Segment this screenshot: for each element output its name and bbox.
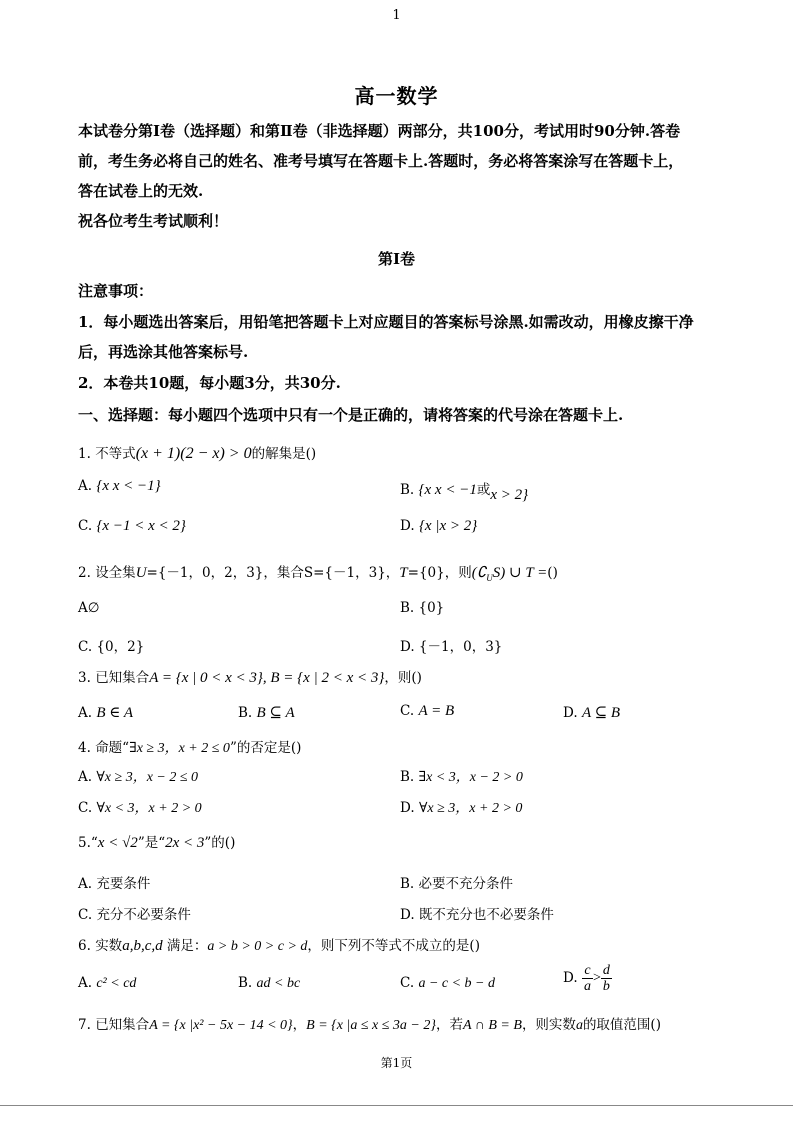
question-text: ={－1，0，2，3}，集合S={－1，3}， bbox=[146, 565, 400, 581]
math-expression: (x + 1)(2 − x) > 0 bbox=[135, 445, 252, 462]
math-set-b: B = {x |a ≤ x ≤ 3a − 2} bbox=[306, 1018, 436, 1033]
question-7 bbox=[78, 1013, 661, 1034]
exam-instructions bbox=[78, 116, 728, 236]
question-text: ={0}，则 bbox=[407, 565, 472, 581]
option-math: {x −1 < x < 2} bbox=[96, 518, 186, 534]
q1-option-d: D. {x |x > 2} bbox=[400, 518, 478, 534]
instruction-line: 前，考生务必将自己的姓名、准考号填写在答题卡上.答题时，务必将答案涂写在答题卡上， bbox=[78, 152, 684, 170]
question-text: 的解集是() bbox=[251, 446, 317, 462]
question-6 bbox=[78, 934, 480, 955]
question-text: () bbox=[547, 565, 558, 581]
option-math: A ⊆ B bbox=[581, 705, 621, 721]
option-math: {x x < −1} bbox=[96, 478, 161, 494]
question-number: 5. bbox=[78, 835, 91, 851]
question-text: ，则() bbox=[384, 670, 422, 686]
math-expression: x < √2 bbox=[97, 835, 138, 851]
q4-option-d: D. ∀x ≥ 3，x + 2 > 0 bbox=[400, 800, 523, 816]
question-text: ”的否定是() bbox=[229, 740, 302, 756]
option-math: ad < bc bbox=[256, 976, 301, 991]
denominator: a bbox=[583, 979, 591, 994]
q3-option-a: A. B ∈ A bbox=[78, 705, 134, 721]
question-text: ，则实数 bbox=[521, 1017, 576, 1033]
notice-item-1: 1．每小题选出答案后，用铅笔把答题卡上对应题目的答案标号涂黑.如需改动，用橡皮擦干净 bbox=[78, 313, 694, 331]
question-text: 已知集合 bbox=[95, 1017, 150, 1033]
option-math: B ⊆ A bbox=[256, 705, 295, 721]
math-condition: A ∩ B = B bbox=[462, 1018, 522, 1033]
q5-option-a: A. 充要条件 bbox=[78, 876, 151, 892]
q4-option-b: B. ∃x < 3，x − 2 > 0 bbox=[400, 769, 523, 785]
volume-label: 第Ⅰ卷 bbox=[377, 250, 416, 268]
instruction-line: 答在试卷上的无效. bbox=[78, 182, 204, 200]
question-text: 已知集合 bbox=[95, 670, 150, 686]
denominator: b bbox=[602, 979, 610, 994]
question-text: 满足： bbox=[166, 938, 208, 954]
question-number: 1. bbox=[78, 446, 91, 462]
page-number-top: 1 bbox=[392, 8, 401, 23]
question-number: 7. bbox=[78, 1017, 91, 1033]
question-number: 4. bbox=[78, 740, 91, 756]
section-heading: 一、选择题：每小题四个选项中只有一个是正确的，请将答案的代号涂在答题卡上. bbox=[78, 406, 624, 424]
subscript: U bbox=[486, 573, 493, 583]
option-text: 充分不必要条件 bbox=[96, 907, 191, 923]
option-math: B ∈ A bbox=[96, 705, 134, 721]
option-math: A = B bbox=[418, 703, 455, 719]
greater-than-symbol: > bbox=[592, 970, 601, 986]
question-1 bbox=[78, 442, 316, 463]
option-text: 既不充分也不必要条件 bbox=[418, 907, 554, 923]
question-number: 2. bbox=[78, 565, 91, 581]
option-text: 充要条件 bbox=[96, 876, 151, 892]
q3-option-c: C. A = B bbox=[400, 703, 455, 719]
option-math: ∃x < 3，x − 2 > 0 bbox=[418, 770, 523, 785]
union-expression: S) ∪ T = bbox=[492, 565, 548, 581]
question-text: ，则下列不等式不成立的是() bbox=[307, 938, 480, 954]
q6-option-b: B. ad < bc bbox=[238, 975, 301, 991]
question-3 bbox=[78, 666, 422, 687]
math-condition: a > b > 0 > c > d bbox=[207, 939, 308, 954]
option-text: 或 bbox=[476, 482, 491, 498]
math-expression: ∃x ≥ 3，x + 2 ≤ 0 bbox=[129, 741, 230, 756]
question-text: 设全集 bbox=[95, 565, 136, 581]
math-set-a: A = {x |x² − 5x − 14 < 0} bbox=[149, 1018, 293, 1033]
math-vars: a,b,c,d bbox=[122, 938, 163, 954]
q3-option-b: B. B ⊆ A bbox=[238, 705, 295, 721]
page-bottom-rule bbox=[0, 1105, 793, 1106]
instruction-line: 本试卷分第Ⅰ卷（选择题）和第Ⅱ卷（非选择题）两部分，共100分，考试用时90分钟.答卷 bbox=[78, 122, 681, 140]
numerator: d bbox=[602, 963, 610, 978]
q2-option-b: B. {0} bbox=[400, 600, 445, 616]
q4-option-a: A. ∀x ≥ 3，x − 2 ≤ 0 bbox=[78, 769, 199, 785]
exam-title: 高一数学 bbox=[354, 84, 439, 108]
page-footer: 第1页 bbox=[380, 1056, 413, 1070]
q5-option-b: B. 必要不充分条件 bbox=[400, 876, 514, 892]
fraction-d-over-b bbox=[601, 963, 612, 994]
good-luck-line: 祝各位考生考试顺利！ bbox=[78, 212, 229, 230]
fraction-c-over-a bbox=[582, 963, 593, 994]
q2-option-c: C. {0，2} bbox=[78, 639, 145, 655]
option-math: a − c < b − d bbox=[418, 976, 495, 991]
notice-item-2: 2．本卷共10题，每小题3分，共30分. bbox=[78, 374, 341, 392]
q1-option-c: C. {x −1 < x < 2} bbox=[78, 518, 186, 534]
question-text: 实数 bbox=[95, 938, 123, 954]
math-var: a bbox=[575, 1018, 583, 1033]
complement-symbol: (∁ bbox=[471, 565, 487, 581]
question-number: 6. bbox=[78, 938, 91, 954]
q5-option-d: D. 既不充分也不必要条件 bbox=[400, 907, 554, 923]
question-2 bbox=[78, 561, 558, 583]
math-var: T bbox=[399, 565, 408, 581]
notice-item-1-cont: 后，再选涂其他答案标号. bbox=[78, 343, 249, 361]
q6-option-a: A. c² < cd bbox=[78, 975, 137, 991]
q4-option-c: C. ∀x < 3，x + 2 > 0 bbox=[78, 800, 202, 816]
option-math: x > 2} bbox=[490, 487, 529, 503]
question-text: 不等式 bbox=[95, 446, 136, 462]
question-4 bbox=[78, 736, 301, 757]
notice-heading: 注意事项： bbox=[78, 282, 154, 300]
math-expression: A = {x | 0 < x < 3}, B = {x | 2 < x < 3} bbox=[149, 670, 385, 686]
question-number: 3. bbox=[78, 670, 91, 686]
math-expression bbox=[472, 565, 548, 581]
option-math: ∀x ≥ 3，x − 2 ≤ 0 bbox=[96, 770, 199, 785]
option-math: ∀x < 3，x + 2 > 0 bbox=[96, 801, 202, 816]
option-math: {x x < −1 bbox=[418, 482, 477, 498]
math-var: U bbox=[135, 565, 147, 581]
q6-option-c: C. a − c < b − d bbox=[400, 975, 495, 991]
option-math: {x |x > 2} bbox=[418, 518, 478, 534]
q2-option-a: A∅ bbox=[78, 600, 100, 616]
q1-option-a: A. {x x < −1} bbox=[78, 478, 161, 494]
q6-option-d: D. $\frac{c}{a}$ > $\frac{d}{b}$ bbox=[563, 963, 610, 994]
q1-option-b: B. {x x < −1或x > 2} bbox=[400, 482, 529, 503]
question-text: ，若 bbox=[435, 1017, 463, 1033]
q3-option-d: D. A ⊆ B bbox=[563, 705, 621, 721]
math-expression: 2x < 3 bbox=[165, 835, 205, 851]
question-text: 命题“ bbox=[95, 740, 130, 756]
question-5 bbox=[78, 831, 235, 852]
option-text: 必要不充分条件 bbox=[418, 876, 514, 892]
question-text: ”的() bbox=[204, 835, 236, 851]
numerator: c bbox=[582, 963, 593, 979]
question-text: ”是“ bbox=[137, 835, 166, 851]
question-text: ， bbox=[292, 1017, 307, 1033]
question-text: 的取值范围() bbox=[582, 1017, 661, 1033]
q5-option-c: C. 充分不必要条件 bbox=[78, 907, 191, 923]
q2-option-d: D. {－1，0，3} bbox=[400, 639, 503, 655]
option-math: c² < cd bbox=[96, 976, 137, 991]
option-math: ∀x ≥ 3，x + 2 > 0 bbox=[418, 801, 523, 816]
question-text: “ bbox=[90, 835, 98, 851]
